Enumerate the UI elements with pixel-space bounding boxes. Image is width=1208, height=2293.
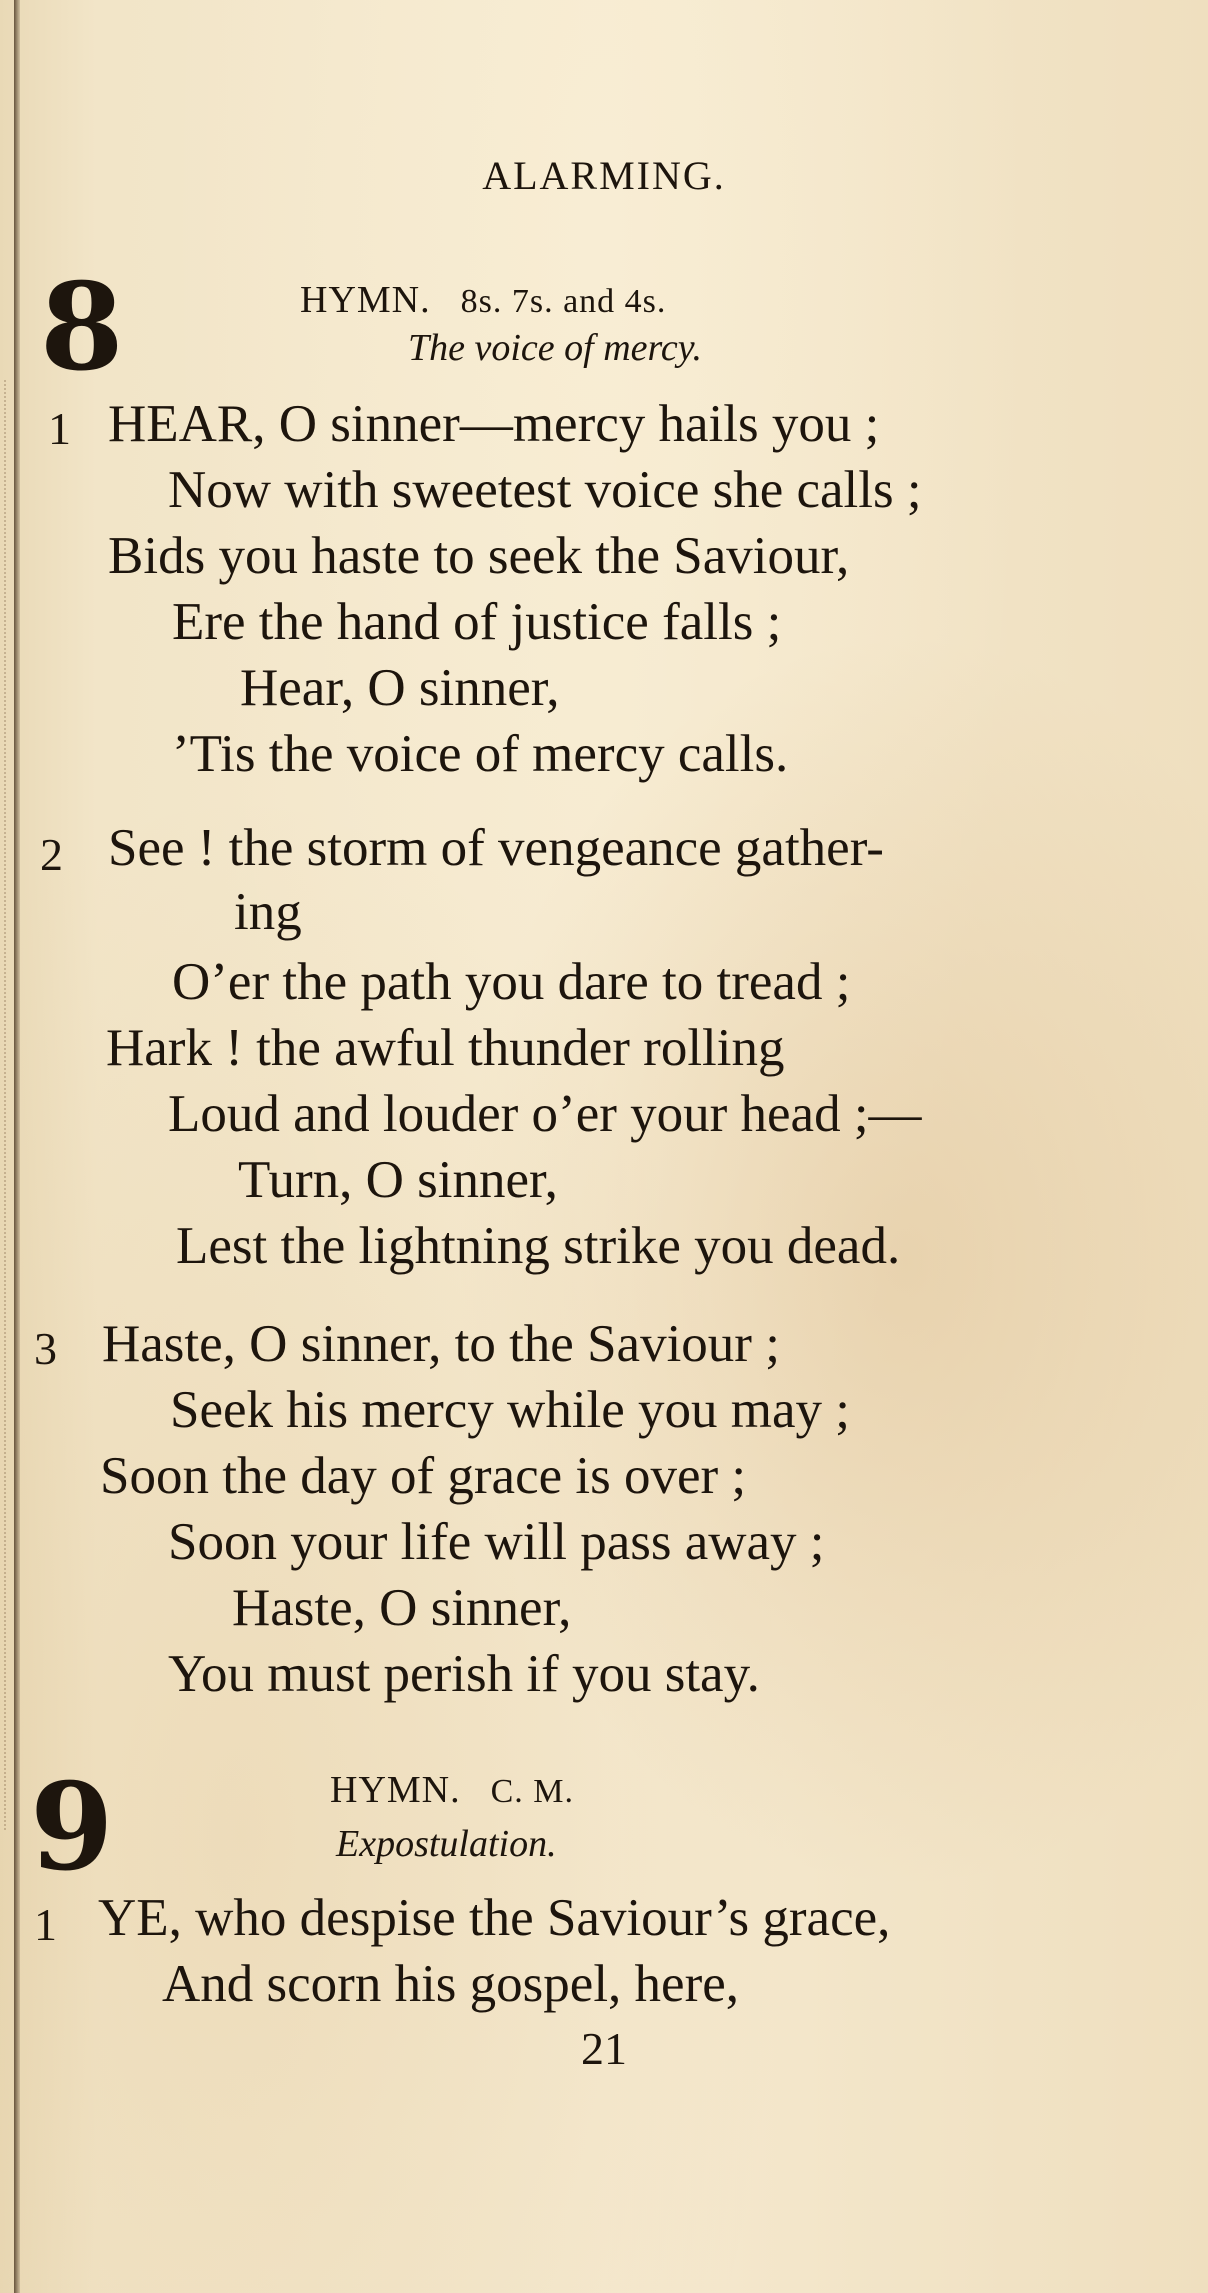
verse-number: 1 (34, 1899, 57, 1950)
verse-line: O’er the path you dare to tread ; (172, 953, 851, 1011)
verse-line: Now with sweetest voice she calls ; (168, 461, 922, 519)
hymn-heading (330, 1768, 574, 1812)
verse-number: 1 (48, 403, 71, 454)
verse-line: ing (234, 883, 302, 941)
hymn-label: HYMN. (300, 279, 431, 321)
verse-line: Loud and louder o’er your head ;— (168, 1085, 922, 1143)
verse-number: 3 (34, 1323, 57, 1374)
hymn-subtitle: The voice of mercy. (408, 327, 703, 369)
verse-number: 2 (40, 829, 63, 880)
verse-line: ’Tis the voice of mercy calls. (172, 725, 789, 783)
verse-line: Seek his mercy while you may ; (170, 1381, 851, 1439)
verse-line: Turn, O sinner, (238, 1151, 558, 1209)
verse-line: HEAR, O sinner—mercy hails you ; (108, 395, 880, 453)
verse-line: Lest the lightning strike you dead. (176, 1217, 901, 1275)
hymn-subtitle: Expostulation. (336, 1823, 557, 1865)
verse-line: Soon your life will pass away ; (168, 1513, 825, 1571)
verse-line: And scorn his gospel, here, (162, 1955, 739, 2013)
verse-line: See ! the storm of vengeance gather- (108, 819, 884, 877)
verse-line: Hark ! the awful thunder rolling (106, 1019, 785, 1077)
verse-line: Haste, O sinner, (232, 1579, 572, 1637)
page-number: 21 (581, 2023, 627, 2074)
hymn-meter: C. M. (490, 1773, 575, 1810)
verse-line: YE, who despise the Saviour’s grace, (98, 1889, 891, 1947)
verse-line: Ere the hand of justice falls ; (172, 593, 782, 651)
hymn-heading (300, 278, 666, 322)
hymn-label: HYMN. (330, 1769, 461, 1811)
verse-line: Soon the day of grace is over ; (100, 1447, 747, 1505)
verse-line: You must perish if you stay. (168, 1645, 760, 1703)
verse-line: Haste, O sinner, to the Saviour ; (102, 1315, 780, 1373)
verse-line: Bids you haste to seek the Saviour, (108, 527, 850, 585)
margin-marks (4, 380, 16, 1830)
hymn-meter: 8s. 7s. and 4s. (460, 283, 667, 320)
hymn-number: 8 (40, 257, 124, 398)
verse-line: Hear, O sinner, (240, 659, 560, 717)
running-head: ALARMING. (482, 153, 726, 198)
hymn-number: 9 (30, 1757, 114, 1898)
